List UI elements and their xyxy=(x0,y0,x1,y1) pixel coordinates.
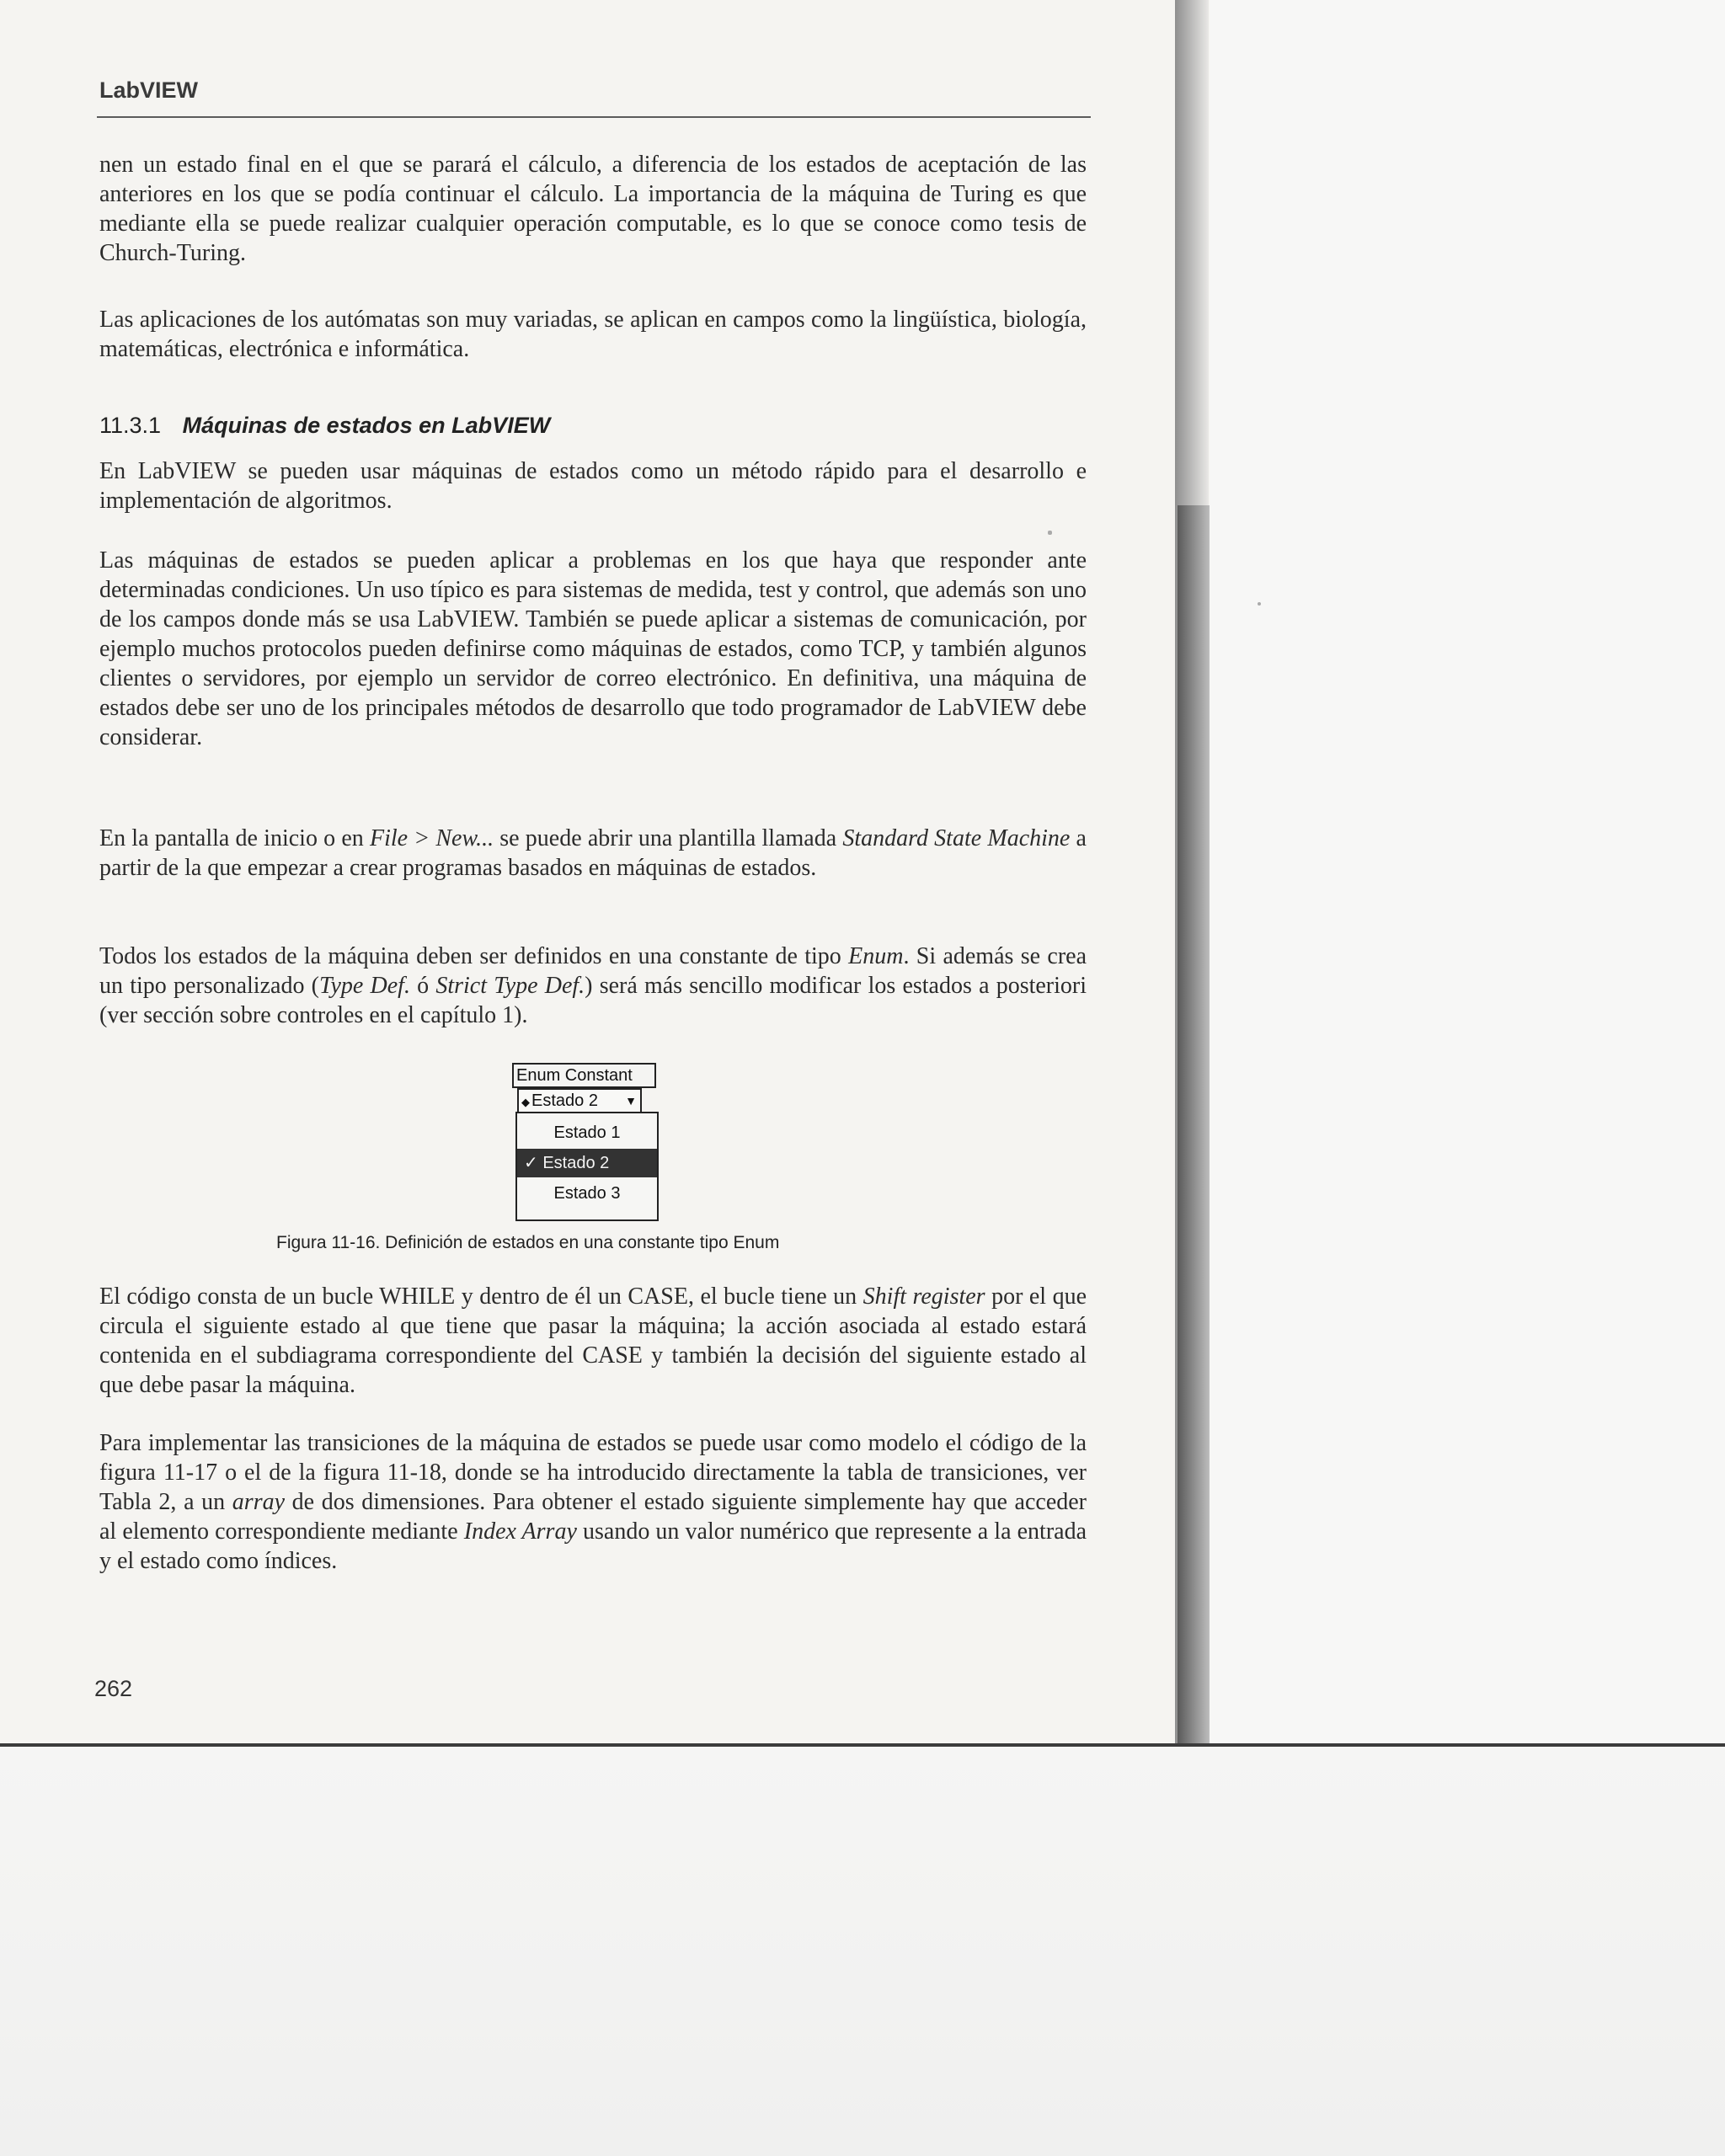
scan-speck xyxy=(1048,531,1052,535)
paragraph-code: El código consta de un bucle WHILE y dentro de él un CASE, el bucle tiene un Shift register por el que circula el siguiente estado al que tiene que pasar la máquina; la acción asociada al estado estará contenida en el subdiagrama correspondiente del CASE y también la decisión del siguiente estado al que debe pasar la máquina. xyxy=(99,1283,1087,1398)
enum-menu-item[interactable]: Estado 3 xyxy=(553,1184,621,1203)
paragraph-enum: Todos los estados de la máquina deben ser definidos en una constante de tipo Enum. Si además se crea un tipo personalizado (Type Def. ó Strict Type Def.) será más sencillo modificar los estados a posteriori (ver sección sobre controles en el capítulo 1). xyxy=(99,943,1087,1028)
enum-constant-label: Enum Constant xyxy=(512,1063,656,1088)
paragraph-applications: Las aplicaciones de los autómatas son muy variadas, se aplican en campos como la lingüística, biología, matemáticas, electrónica e informática. xyxy=(99,307,1087,362)
page-number: 262 xyxy=(94,1676,133,1701)
paragraph-template: En la pantalla de inicio o en File > New... se puede abrir una plantilla llamada Standard State Machine a partir de la que empezar a crear programas basados en máquinas de estados. xyxy=(99,825,1087,881)
enum-constant-figure xyxy=(512,1063,664,1225)
enum-menu-item[interactable]: Estado 1 xyxy=(553,1123,621,1142)
section-number: 11.3.1 xyxy=(99,413,162,438)
figure-caption: Figura 11-16. Definición de estados en una constante tipo Enum xyxy=(276,1233,780,1252)
dropdown-arrow-icon[interactable]: ▼ xyxy=(625,1094,637,1107)
increment-icon[interactable]: ◆ xyxy=(521,1096,530,1108)
header-rule xyxy=(97,116,1091,118)
enum-selected-value: Estado 2 xyxy=(531,1091,598,1110)
paragraph-uses: Las máquinas de estados se pueden aplicar a problemas en los que haya que responder ante determinadas condiciones. Un uso típico es para sistemas de medida, test y control, que además son uno de los campos donde más se usa LabVIEW. También se puede aplicar a sistemas de comunicación, por ejemplo muchos protocolos pueden definirse como máquinas de estados, como TCP, y también algunos clientes o servidores, por ejemplo un servidor de correo electrónico. En definitiva, una máquina de estados debe ser uno de los principales métodos de desarrollo que todo programador de LabVIEW debe considerar. xyxy=(99,547,1087,750)
running-head: LabVIEW xyxy=(99,77,199,103)
enum-selector[interactable] xyxy=(517,1088,642,1113)
paragraph-turing: nen un estado final en el que se parará el cálculo, a diferencia de los estados de aceptación de las anteriores en los que se podía continuar el cálculo. La importancia de la máquina de Turing es que mediante ella se puede realizar cualquier operación computable, es lo que se conoce como tesis de Church-Turing. xyxy=(99,152,1087,266)
paragraph-transitions: Para implementar las transiciones de la máquina de estados se puede usar como modelo el código de la figura 11-17 o el de la figura 11-18, donde se ha introducido directamente la tabla de transiciones, ver Tabla 2, a un array de dos dimensiones. Para obtener el estado siguiente simplemente hay que acceder al elemento correspondiente mediante Index Array usando un valor numérico que represente a la entrada y el estado como índices. xyxy=(99,1430,1087,1574)
book-spine-dark xyxy=(1178,505,1210,1752)
scan-speck xyxy=(1258,602,1261,606)
section-heading xyxy=(99,413,550,439)
enum-menu xyxy=(515,1112,659,1221)
enum-menu-item-selected[interactable]: ✓ Estado 2 xyxy=(517,1149,657,1177)
adjacent-page-strip xyxy=(1210,0,1725,1743)
scanner-background xyxy=(0,1747,1725,2156)
section-title: Máquinas de estados en LabVIEW xyxy=(182,413,551,438)
paragraph-intro: En LabVIEW se pueden usar máquinas de estados como un método rápido para el desarrollo e implementación de algoritmos. xyxy=(99,458,1087,514)
